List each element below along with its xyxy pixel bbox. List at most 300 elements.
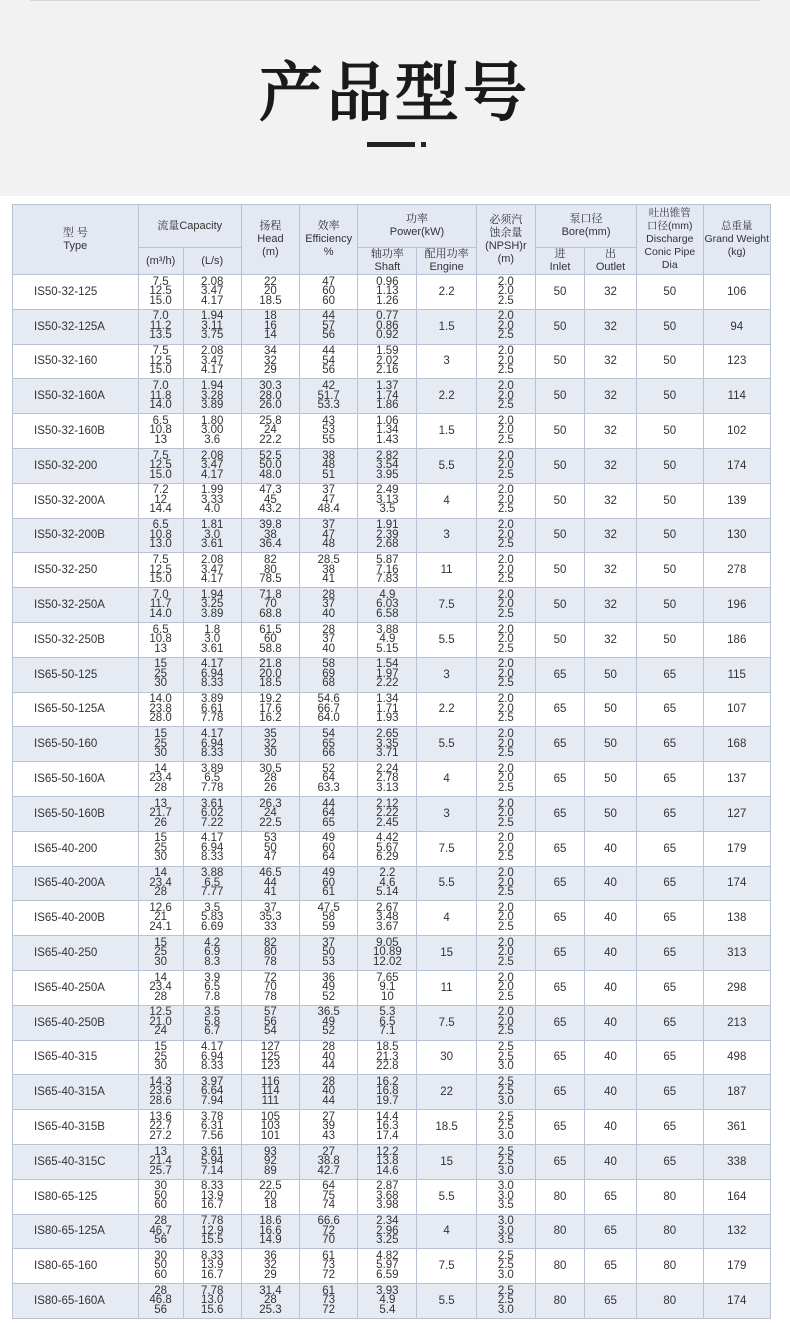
cell-efficiency-value: 58 (322, 658, 336, 671)
cell-efficiency-value: 41 (322, 573, 336, 586)
cell-capacity-ls-value: 5.94 (201, 1155, 224, 1168)
cell-npsh-value: 2.5 (497, 294, 514, 307)
cell-head-value: 70 (264, 598, 277, 611)
cell-engine-power: 11 (417, 970, 476, 1005)
cell-efficiency-value: 38 (322, 449, 336, 462)
cell-shaft-power (358, 1284, 417, 1319)
cell-outlet: 40 (585, 970, 637, 1005)
cell-head-value: 32 (264, 354, 277, 367)
cell-npsh-value: 2.5 (497, 433, 514, 446)
cell-head-value: 61.5 (259, 623, 282, 636)
cell-inlet: 65 (535, 1144, 584, 1179)
cell-npsh-value: 2.0 (497, 981, 514, 994)
cell-weight: 179 (703, 1249, 771, 1284)
cell-engine-power: 18.5 (417, 1110, 476, 1145)
cell-npsh-value: 2.5 (497, 1075, 514, 1088)
cell-efficiency-value: 51.7 (317, 389, 340, 402)
cell-capacity-m3h (138, 1284, 183, 1319)
cell-efficiency (300, 1110, 358, 1145)
cell-head-value: 39.8 (259, 519, 282, 532)
cell-shaft-power (358, 1179, 417, 1214)
cell-efficiency-value: 43 (322, 414, 336, 427)
cell-shaft-power-value: 1.34 (376, 424, 399, 437)
cell-capacity-m3h-value: 25 (154, 1050, 167, 1063)
cell-engine-power: 1.5 (417, 414, 476, 449)
cell-efficiency (300, 588, 358, 623)
table-row (13, 379, 771, 414)
cell-shaft-power-value: 1.93 (376, 712, 399, 725)
cell-capacity-m3h-value: 7.5 (152, 275, 169, 288)
cell-head (241, 483, 299, 518)
cell-efficiency (300, 936, 358, 971)
cell-efficiency-value: 38 (322, 563, 336, 576)
table-row (13, 344, 771, 379)
cell-weight: 164 (703, 1179, 771, 1214)
cell-capacity-m3h-value: 6.5 (152, 623, 169, 636)
cell-npsh (476, 344, 535, 379)
cell-capacity-m3h-value: 7.2 (152, 484, 169, 497)
cell-shaft-power-value: 2.34 (376, 1215, 399, 1228)
cell-efficiency-value: 63.3 (317, 781, 340, 794)
cell-npsh (476, 1179, 535, 1214)
cell-shaft-power-value: 0.77 (376, 310, 399, 323)
cell-capacity-ls-value: 3.9 (204, 971, 221, 984)
cell-head (241, 622, 299, 657)
cell-type: IS50-32-200B (13, 518, 139, 553)
cell-capacity-ls (183, 518, 241, 553)
cell-shaft-power-value: 2.12 (376, 797, 399, 810)
cell-inlet: 65 (535, 1075, 584, 1110)
cell-capacity-m3h-value: 12.6 (149, 901, 172, 914)
cell-head-value: 37 (264, 901, 277, 914)
cell-capacity-ls (183, 970, 241, 1005)
cell-efficiency-value: 65 (322, 737, 336, 750)
table-row (13, 866, 771, 901)
cell-capacity-m3h-value: 7.0 (152, 310, 169, 323)
header-npsh-en: (NPSH)r (485, 239, 527, 252)
cell-capacity-m3h-value: 7.5 (152, 345, 169, 358)
cell-engine-power: 5.5 (417, 727, 476, 762)
cell-capacity-m3h (138, 1075, 183, 1110)
cell-npsh-value: 2.5 (497, 1120, 514, 1133)
cell-capacity-ls-value: 3.89 (201, 607, 224, 620)
header-weight (703, 205, 771, 275)
cell-capacity-ls (183, 866, 241, 901)
cell-capacity-ls-value: 2.08 (201, 449, 224, 462)
cell-engine-power: 4 (417, 1214, 476, 1249)
cell-type: IS50-32-160B (13, 414, 139, 449)
cell-head-value: 92 (264, 1155, 277, 1168)
cell-capacity-m3h-value: 28 (154, 990, 167, 1003)
cell-capacity-m3h-value: 15 (154, 832, 167, 845)
cell-capacity-ls (183, 936, 241, 971)
cell-efficiency-value: 44 (322, 310, 336, 323)
cell-capacity-m3h-value: 12.5 (149, 354, 172, 367)
cell-shaft-power-value: 14.6 (376, 1164, 399, 1177)
cell-shaft-power-value: 7.1 (379, 1025, 396, 1038)
cell-npsh (476, 1110, 535, 1145)
cell-efficiency (300, 1284, 358, 1319)
cell-type: IS65-40-250B (13, 1005, 139, 1040)
cell-outlet: 50 (585, 762, 637, 797)
cell-head-value: 52.5 (259, 449, 282, 462)
cell-outlet: 40 (585, 901, 637, 936)
cell-npsh-value: 2.0 (497, 285, 514, 298)
cell-capacity-ls (183, 1110, 241, 1145)
cell-npsh (476, 796, 535, 831)
cell-efficiency-value: 37 (322, 519, 336, 532)
cell-head-value: 50.0 (259, 459, 282, 472)
cell-capacity-ls-value: 8.33 (201, 1060, 224, 1073)
cell-head-value: 38 (264, 528, 277, 541)
table-row (13, 1075, 771, 1110)
table-area (0, 196, 790, 1323)
cell-discharge-dia: 65 (637, 866, 703, 901)
cell-capacity-ls-value: 13.9 (201, 1189, 224, 1202)
cell-weight: 187 (703, 1075, 771, 1110)
cell-head-value: 71.8 (259, 588, 282, 601)
cell-head-value: 30 (264, 747, 277, 759)
cell-efficiency-value: 49 (322, 867, 336, 880)
cell-discharge-dia: 80 (637, 1249, 703, 1284)
cell-npsh-value: 3.0 (497, 1094, 514, 1107)
cell-capacity-ls-value: 3.25 (201, 598, 224, 611)
cell-capacity-m3h-value: 12 (154, 493, 167, 506)
cell-type: IS50-32-125 (13, 275, 139, 310)
cell-weight: 196 (703, 588, 771, 623)
cell-inlet: 80 (535, 1179, 584, 1214)
cell-shaft-power-value: 6.29 (376, 851, 399, 864)
cell-efficiency (300, 1075, 358, 1110)
cell-discharge-dia: 65 (637, 796, 703, 831)
cell-capacity-ls (183, 796, 241, 831)
cell-capacity-ls (183, 309, 241, 344)
cell-head (241, 936, 299, 971)
cell-head-value: 82 (264, 936, 277, 949)
cell-head (241, 309, 299, 344)
cell-efficiency (300, 1040, 358, 1075)
cell-inlet: 50 (535, 309, 584, 344)
cell-head-value: 41 (264, 886, 277, 899)
cell-capacity-ls-value: 6.7 (204, 1025, 221, 1038)
cell-head-value: 18 (264, 310, 277, 323)
cell-capacity-m3h-value: 14.0 (149, 693, 172, 706)
cell-head-value: 35.3 (259, 911, 282, 924)
cell-efficiency-value: 60 (322, 841, 336, 854)
cell-head-value: 46.5 (259, 867, 282, 880)
cell-head-value: 105 (260, 1110, 281, 1123)
cell-capacity-ls-value: 7.8 (204, 990, 221, 1003)
cell-discharge-dia: 50 (637, 588, 703, 623)
cell-shaft-power (358, 1249, 417, 1284)
cell-outlet: 65 (585, 1284, 637, 1319)
cell-efficiency-value: 66.7 (317, 702, 340, 715)
cell-capacity-ls-value: 16.7 (201, 1268, 224, 1281)
cell-npsh-value: 2.0 (497, 380, 514, 393)
cell-capacity-ls-value: 3.0 (204, 633, 221, 646)
cell-npsh-value: 2.0 (497, 946, 514, 959)
cell-shaft-power-value: 3.95 (376, 468, 399, 481)
cell-weight: 106 (703, 275, 771, 310)
header-dis-cn1: 吐出锥管 (648, 207, 691, 219)
cell-npsh-value: 2.0 (497, 588, 514, 601)
cell-head-value: 28 (264, 772, 277, 785)
header-dis-en2: Conic Pipe (644, 246, 696, 258)
cell-head-value: 101 (260, 1129, 281, 1142)
cell-npsh (476, 657, 535, 692)
cell-weight: 132 (703, 1214, 771, 1249)
cell-capacity-ls-value: 3.28 (201, 389, 224, 402)
cell-type: IS65-50-160B (13, 796, 139, 831)
cell-type: IS50-32-250B (13, 622, 139, 657)
cell-efficiency-value: 28 (322, 588, 336, 601)
cell-capacity-m3h-value: 46.7 (149, 1224, 172, 1237)
cell-efficiency-value: 61 (322, 886, 336, 899)
top-divider (30, 0, 760, 1)
cell-npsh-value: 3.0 (497, 1303, 514, 1316)
cell-capacity-ls-value: 8.33 (201, 677, 224, 690)
cell-inlet: 65 (535, 657, 584, 692)
table-row (13, 1214, 771, 1249)
cell-shaft-power (358, 901, 417, 936)
cell-efficiency-value: 47 (322, 493, 336, 506)
cell-shaft-power-value: 2.65 (376, 728, 399, 740)
cell-shaft-power-value: 3.68 (376, 1189, 399, 1202)
cell-head-value: 47 (264, 851, 277, 864)
cell-shaft-power (358, 936, 417, 971)
cell-efficiency-value: 44 (322, 345, 336, 358)
cell-efficiency (300, 448, 358, 483)
cell-engine-power: 5.5 (417, 1179, 476, 1214)
cell-shaft-power (358, 970, 417, 1005)
cell-outlet: 32 (585, 275, 637, 310)
cell-head-value: 18.5 (259, 677, 282, 690)
cell-weight: 174 (703, 448, 771, 483)
table-row (13, 727, 771, 762)
cell-npsh-value: 2.5 (497, 955, 514, 968)
cell-npsh-value: 2.0 (497, 484, 514, 497)
cell-npsh-value: 2.0 (497, 345, 514, 358)
cell-outlet: 32 (585, 483, 637, 518)
cell-shaft-power-value: 2.96 (376, 1224, 399, 1237)
cell-inlet: 80 (535, 1249, 584, 1284)
cell-npsh (476, 414, 535, 449)
cell-efficiency (300, 692, 358, 727)
cell-capacity-m3h-value: 30 (154, 677, 167, 690)
cell-efficiency-value: 70 (322, 1234, 336, 1247)
cell-shaft-power-value: 3.25 (376, 1234, 399, 1247)
cell-npsh-value: 2.5 (497, 538, 514, 551)
cell-discharge-dia: 65 (637, 1110, 703, 1145)
cell-shaft-power-value: 16.8 (376, 1085, 399, 1098)
cell-discharge-dia: 65 (637, 657, 703, 692)
cell-npsh-value: 2.0 (497, 728, 514, 740)
header-engine-cn: 配用功率 (424, 248, 469, 260)
cell-shaft-power-value: 5.67 (376, 841, 399, 854)
cell-shaft-power-value: 3.98 (376, 1199, 399, 1212)
cell-weight: 313 (703, 936, 771, 971)
cell-weight: 179 (703, 831, 771, 866)
cell-shaft-power-value: 5.14 (376, 886, 399, 899)
cell-efficiency (300, 275, 358, 310)
cell-capacity-m3h-value: 25 (154, 841, 167, 854)
cell-engine-power: 5.5 (417, 622, 476, 657)
cell-npsh (476, 448, 535, 483)
cell-npsh-value: 2.5 (497, 747, 514, 759)
pump-spec-table (12, 204, 771, 1319)
cell-inlet: 80 (535, 1284, 584, 1319)
header-dis-en3: Dia (661, 259, 678, 271)
table-row (13, 588, 771, 623)
cell-capacity-ls-value: 7.14 (201, 1164, 224, 1177)
cell-capacity-m3h-value: 30 (154, 1249, 167, 1262)
cell-capacity-m3h-value: 14 (154, 762, 167, 775)
cell-efficiency-value: 64 (322, 772, 336, 785)
cell-capacity-m3h-value: 15 (154, 1041, 167, 1054)
header-outlet-cn: 出 (605, 248, 617, 260)
cell-head-value: 68.8 (259, 607, 282, 620)
cell-shaft-power (358, 483, 417, 518)
cell-weight: 123 (703, 344, 771, 379)
cell-head (241, 379, 299, 414)
cell-capacity-m3h (138, 727, 183, 762)
cell-head-value: 14 (264, 329, 277, 342)
cell-head-value: 58.8 (259, 642, 282, 655)
cell-npsh-value: 2.5 (497, 712, 514, 725)
cell-capacity-ls-value: 4.17 (201, 658, 224, 671)
cell-engine-power: 4 (417, 901, 476, 936)
cell-shaft-power-value: 7.16 (376, 563, 399, 576)
cell-engine-power: 30 (417, 1040, 476, 1075)
cell-type: IS65-40-250A (13, 970, 139, 1005)
cell-shaft-power-value: 2.24 (376, 762, 399, 775)
cell-capacity-ls (183, 657, 241, 692)
cell-capacity-ls-value: 13.9 (201, 1259, 224, 1272)
cell-npsh-value: 2.0 (497, 319, 514, 332)
cell-head-value: 29 (264, 1268, 277, 1281)
cell-shaft-power-value: 6.59 (376, 1268, 399, 1281)
cell-engine-power: 5.5 (417, 448, 476, 483)
cell-efficiency-value: 64 (322, 807, 336, 820)
cell-type: IS65-40-200A (13, 866, 139, 901)
cell-efficiency-value: 72 (322, 1224, 336, 1237)
cell-npsh-value: 2.5 (497, 781, 514, 794)
cell-npsh-value: 2.5 (497, 399, 514, 412)
cell-capacity-ls-value: 3.00 (201, 424, 224, 437)
cell-discharge-dia: 50 (637, 275, 703, 310)
cell-efficiency-value: 40 (322, 607, 336, 620)
cell-inlet: 50 (535, 448, 584, 483)
cell-head-value: 78 (264, 990, 277, 1003)
cell-shaft-power-value: 2.67 (376, 901, 399, 914)
cell-capacity-m3h-value: 13.0 (149, 538, 172, 551)
cell-capacity-ls-value: 5.83 (201, 911, 224, 924)
cell-capacity-ls-value: 1.81 (201, 519, 224, 532)
cell-capacity-ls-value: 3.33 (201, 493, 224, 506)
cell-capacity-ls-value: 1.80 (201, 414, 224, 427)
cell-capacity-m3h-value: 14.0 (149, 607, 172, 620)
cell-shaft-power-value: 6.58 (376, 607, 399, 620)
cell-npsh-value: 3.0 (497, 1268, 514, 1281)
cell-discharge-dia: 65 (637, 1040, 703, 1075)
cell-head (241, 901, 299, 936)
cell-efficiency (300, 483, 358, 518)
cell-npsh (476, 692, 535, 727)
cell-head-value: 36 (264, 1249, 277, 1262)
cell-shaft-power-value: 4.42 (376, 832, 399, 845)
cell-shaft-power-value: 10.89 (372, 946, 402, 959)
cell-shaft-power-value: 1.43 (376, 433, 399, 446)
table-row (13, 1284, 771, 1319)
cell-npsh (476, 1005, 535, 1040)
cell-npsh (476, 622, 535, 657)
cell-efficiency-value: 66.6 (317, 1215, 340, 1228)
cell-npsh (476, 901, 535, 936)
cell-head (241, 1144, 299, 1179)
cell-capacity-m3h-value: 25 (154, 737, 167, 750)
cell-efficiency-value: 37 (322, 484, 336, 497)
cell-shaft-power (358, 727, 417, 762)
cell-capacity-m3h (138, 414, 183, 449)
cell-head-value: 24 (264, 424, 277, 437)
header-dis-cn2: 口径(mm) (647, 220, 693, 232)
cell-efficiency-value: 64 (322, 1180, 336, 1193)
cell-shaft-power-value: 6.5 (379, 1015, 396, 1028)
cell-capacity-ls (183, 1040, 241, 1075)
cell-shaft-power (358, 1075, 417, 1110)
cell-efficiency-value: 54.6 (317, 693, 340, 706)
cell-type: IS50-32-200 (13, 448, 139, 483)
cell-capacity-m3h-value: 11.8 (149, 389, 172, 402)
cell-head (241, 831, 299, 866)
cell-outlet: 40 (585, 831, 637, 866)
cell-efficiency-value: 42 (322, 380, 336, 393)
cell-head-value: 26 (264, 781, 277, 794)
cell-capacity-ls-value: 3.0 (204, 528, 221, 541)
cell-head-value: 70 (264, 981, 277, 994)
cell-efficiency (300, 1249, 358, 1284)
cell-efficiency-value: 44 (322, 1094, 336, 1107)
cell-capacity-ls-value: 8.33 (201, 1249, 224, 1262)
cell-capacity-m3h-value: 27.2 (149, 1129, 172, 1142)
cell-engine-power: 2.2 (417, 692, 476, 727)
cell-inlet: 65 (535, 762, 584, 797)
cell-capacity-m3h-value: 21.4 (149, 1155, 172, 1168)
cell-shaft-power-value: 7.65 (376, 971, 399, 984)
cell-shaft-power-value: 1.54 (376, 658, 399, 671)
cell-capacity-ls-value: 3.89 (201, 693, 224, 706)
cell-efficiency (300, 762, 358, 797)
cell-shaft-power-value: 2.45 (376, 816, 399, 829)
cell-npsh-value: 2.5 (497, 990, 514, 1003)
header-inlet-en: Inlet (549, 261, 571, 273)
cell-capacity-ls (183, 588, 241, 623)
cell-npsh (476, 483, 535, 518)
cell-capacity-m3h-value: 10.8 (149, 424, 172, 437)
cell-capacity-m3h-value: 14.4 (149, 503, 172, 516)
cell-head-value: 25.3 (259, 1303, 282, 1316)
cell-npsh (476, 275, 535, 310)
cell-inlet: 65 (535, 901, 584, 936)
header-engine (417, 248, 476, 275)
cell-efficiency-value: 36 (322, 971, 336, 984)
cell-discharge-dia: 65 (637, 762, 703, 797)
cell-npsh-value: 2.0 (497, 554, 514, 567)
header-eff-cn: 效率 (317, 220, 340, 232)
cell-npsh-value: 2.0 (497, 633, 514, 646)
cell-type: IS65-40-315B (13, 1110, 139, 1145)
cell-type: IS65-40-315C (13, 1144, 139, 1179)
